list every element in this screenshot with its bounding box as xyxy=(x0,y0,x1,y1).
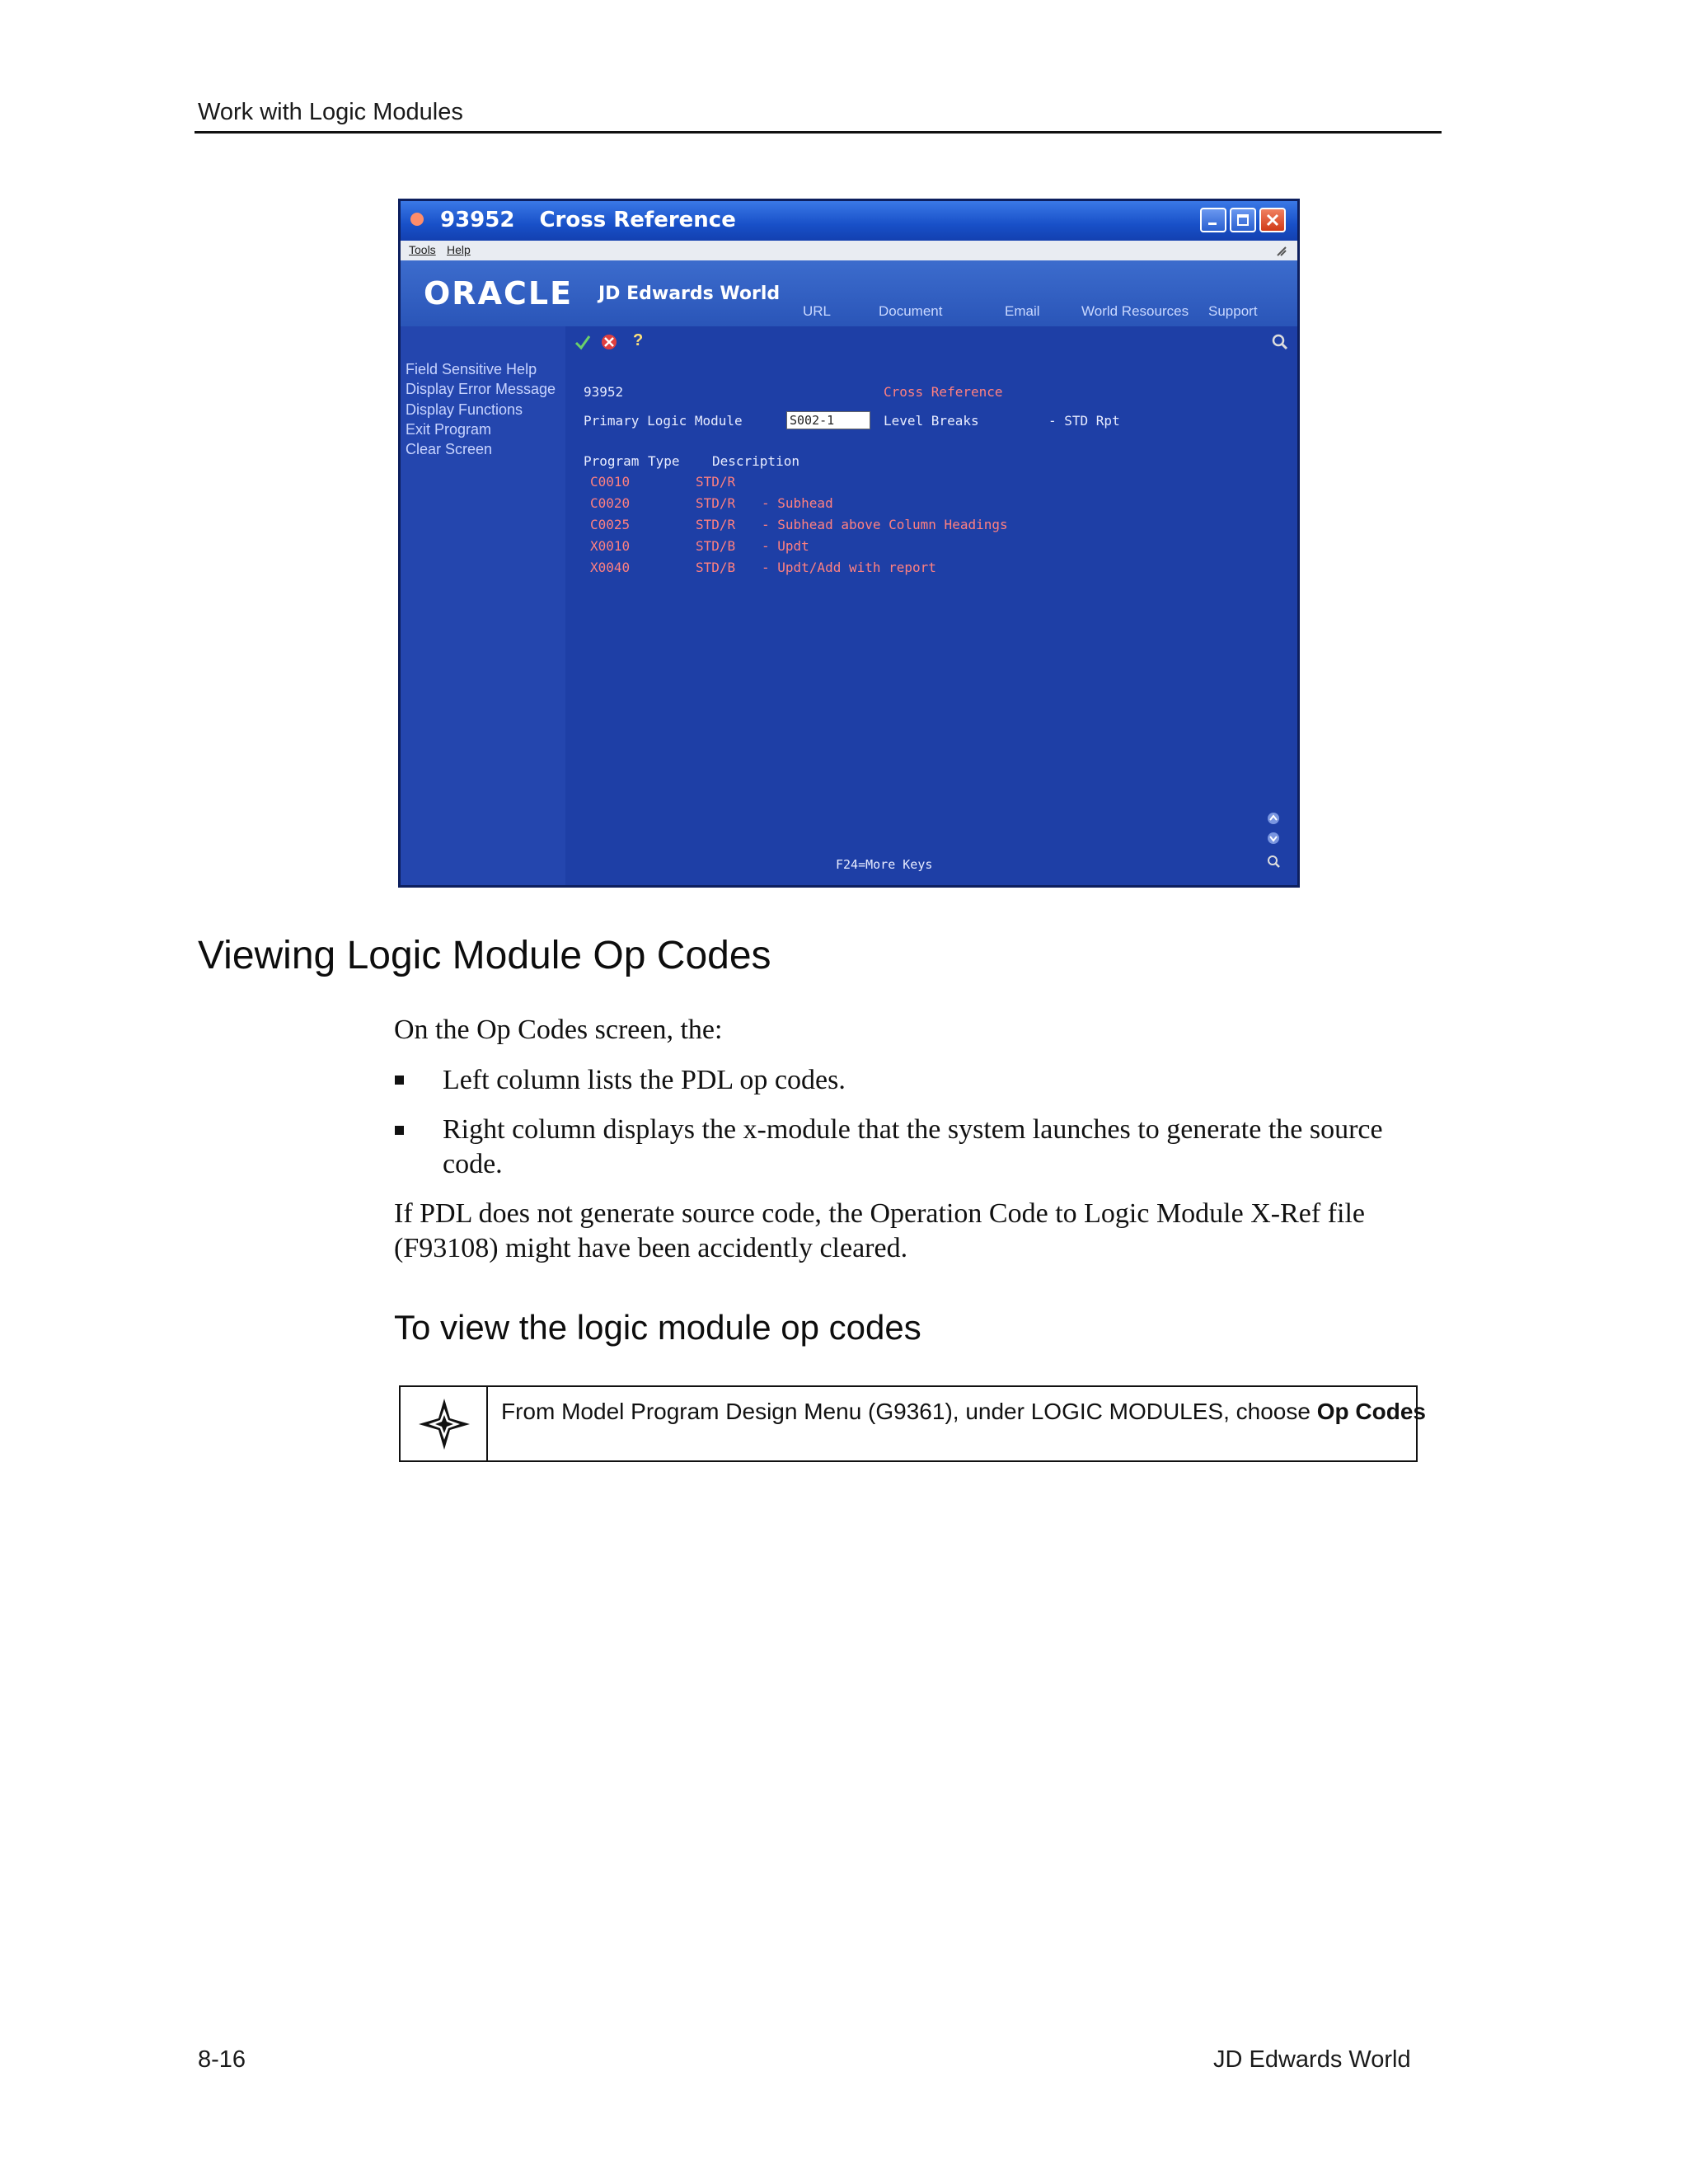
resize-grip-icon[interactable] xyxy=(1274,244,1289,259)
primary-logic-module-input[interactable]: S002-1 xyxy=(786,411,870,429)
bullet-marker xyxy=(395,1126,404,1135)
row-type: STD/R xyxy=(696,474,736,490)
navigation-path: From Model Program Design Menu (G9361), under LOGIC MODULES, choose xyxy=(501,1399,1311,1424)
nav-url-link[interactable]: URL xyxy=(803,303,832,319)
window-title-text: Cross Reference xyxy=(539,208,736,232)
row-program[interactable]: C0020 xyxy=(590,495,631,511)
bullet-marker xyxy=(395,1076,404,1085)
navigation-box xyxy=(399,1385,1426,1462)
row-program[interactable]: X0010 xyxy=(590,538,631,554)
window-number: 93952 xyxy=(440,208,515,232)
navigation-option: Op Codes xyxy=(1316,1399,1426,1424)
row-program[interactable]: X0040 xyxy=(590,560,631,575)
navigation-box-divider xyxy=(486,1387,488,1460)
side-item-clear-screen[interactable]: Clear Screen xyxy=(406,441,493,457)
form-title: Cross Reference xyxy=(884,384,1003,400)
procedure-heading: To view the logic module op codes xyxy=(394,1308,921,1347)
check-icon[interactable] xyxy=(574,333,592,351)
maximize-icon xyxy=(1236,213,1250,227)
minimize-icon xyxy=(1207,213,1220,227)
page-number: 8-16 xyxy=(198,2046,246,2073)
row-description: - Subhead above Column Headings xyxy=(762,517,1008,532)
running-header: Work with Logic Modules xyxy=(198,99,463,125)
bullet-right-column: Right column displays the x-module that the system launches to generate the source code. xyxy=(443,1114,1383,1179)
section-heading: Viewing Logic Module Op Codes xyxy=(198,934,771,977)
row-type: STD/B xyxy=(696,538,736,554)
nav-world-resources-link[interactable]: World Resources xyxy=(1081,303,1189,319)
row-program[interactable]: C0010 xyxy=(590,474,631,490)
program-id: 93952 xyxy=(584,384,624,400)
intro-paragraph: On the Op Codes screen, the: xyxy=(394,1015,723,1045)
row-type: STD/R xyxy=(696,495,736,511)
oracle-logo: ORACLE xyxy=(424,275,574,312)
row-description: - Updt/Add with report xyxy=(762,560,936,575)
nav-email-link[interactable]: Email xyxy=(1005,303,1040,319)
header-rule xyxy=(195,131,1442,134)
row-type: STD/B xyxy=(696,560,736,575)
brand-bar xyxy=(401,260,1297,326)
column-header-program: Program xyxy=(584,453,640,469)
side-menu xyxy=(401,326,565,885)
pdl-paragraph: If PDL does not generate source code, the Operation Code to Logic Module X-Ref file (F93108) might have been accidently cleared. xyxy=(394,1198,1365,1263)
window-titlebar xyxy=(401,201,1297,241)
side-item-field-sensitive-help[interactable]: Field Sensitive Help xyxy=(406,361,537,377)
column-header-type: Type xyxy=(648,453,680,469)
nav-support-link[interactable]: Support xyxy=(1208,303,1258,319)
close-icon xyxy=(1266,213,1279,227)
footer-product-name: JD Edwards World xyxy=(1213,2046,1411,2073)
menu-tools[interactable]: Tools xyxy=(409,243,436,256)
maximize-button[interactable] xyxy=(1230,208,1256,232)
help-icon[interactable]: ? xyxy=(633,331,644,349)
cancel-icon[interactable] xyxy=(600,333,618,351)
zoom-icon[interactable] xyxy=(1266,854,1281,869)
cross-reference-screenshot xyxy=(398,199,1300,888)
menu-help[interactable]: Help xyxy=(447,243,471,256)
navigation-text xyxy=(501,1399,1426,1425)
row-type: STD/R xyxy=(696,517,736,532)
side-item-display-error-message[interactable]: Display Error Message xyxy=(406,381,556,397)
side-item-display-functions[interactable]: Display Functions xyxy=(406,401,523,418)
minimize-button[interactable] xyxy=(1200,208,1226,232)
plm-label: Primary Logic Module xyxy=(584,413,743,429)
row-program[interactable]: C0025 xyxy=(590,517,631,532)
search-icon[interactable] xyxy=(1271,333,1289,351)
side-item-exit-program[interactable]: Exit Program xyxy=(406,421,492,438)
plm-description-2: - STD Rpt xyxy=(1048,413,1120,429)
scroll-down-icon[interactable] xyxy=(1266,831,1281,846)
scroll-up-icon[interactable] xyxy=(1266,811,1281,826)
more-keys-label: F24=More Keys xyxy=(836,857,933,872)
navigation-compass-icon xyxy=(417,1397,471,1451)
column-header-description: Description xyxy=(712,453,799,469)
product-name: JD Edwards World xyxy=(598,284,781,304)
close-button[interactable] xyxy=(1259,208,1286,232)
nav-document-link[interactable]: Document xyxy=(879,303,943,319)
toolbar xyxy=(574,326,1297,359)
bullet-left-column: Left column lists the PDL op codes. xyxy=(443,1065,846,1095)
app-icon xyxy=(410,213,424,226)
menu-bar xyxy=(401,241,1297,260)
row-description: - Subhead xyxy=(762,495,833,511)
window-title xyxy=(440,208,761,232)
row-description: - Updt xyxy=(762,538,809,554)
plm-description: Level Breaks xyxy=(884,413,979,429)
